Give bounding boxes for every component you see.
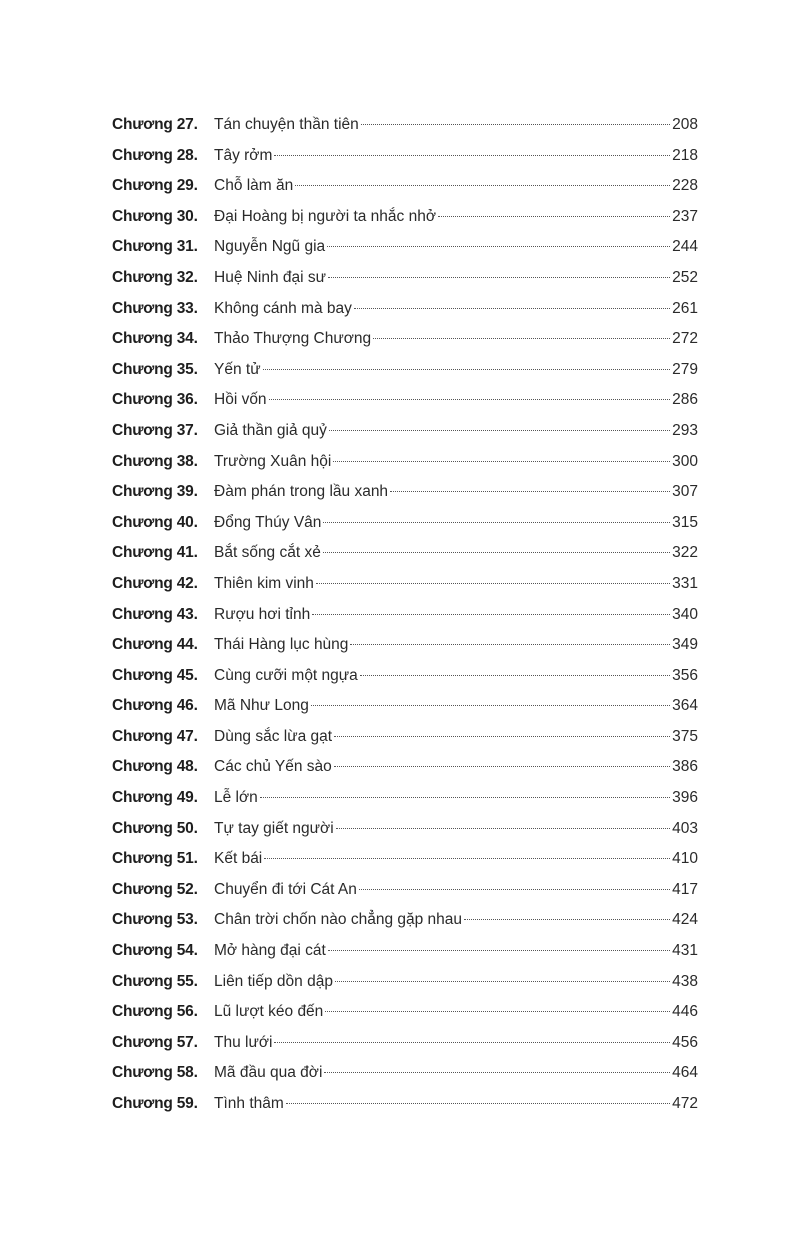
page-number: 438 [672, 972, 698, 990]
chapter-title: Nguyễn Ngũ gia [214, 238, 326, 256]
toc-entry [112, 1028, 698, 1059]
page-number: 431 [672, 942, 698, 960]
page-number: 375 [672, 727, 698, 745]
page-number: 396 [672, 789, 698, 807]
chapter-number: Chương 59. [112, 1095, 198, 1112]
chapter-title: Tán chuyện thần tiên [214, 116, 359, 133]
chapter-number: Chương 44. [112, 636, 198, 654]
dot-leader [464, 919, 670, 920]
toc-entry [112, 355, 698, 386]
page-number: 208 [672, 116, 698, 133]
dot-leader [263, 369, 671, 370]
dot-leader [334, 766, 670, 767]
chapter-number: Chương 53. [112, 911, 198, 929]
chapter-title: Tây rởm [214, 146, 273, 164]
page-number: 322 [672, 544, 698, 562]
dot-leader [328, 950, 670, 951]
toc-entry [112, 202, 698, 233]
chapter-title: Kết bái [214, 850, 263, 868]
chapter-title: Tự tay giết người [214, 819, 334, 837]
dot-leader [373, 338, 670, 339]
chapter-number: Chương 40. [112, 513, 198, 531]
toc-entry [112, 263, 698, 294]
chapter-title: Bắt sống cắt xẻ [214, 544, 321, 562]
toc-entry [112, 630, 698, 661]
dot-leader [333, 461, 670, 462]
chapter-title: Giả thần giả quỷ [214, 421, 327, 439]
page-number: 349 [672, 636, 698, 654]
dot-leader [335, 981, 670, 982]
page-number: 218 [672, 146, 698, 164]
chapter-number: Chương 47. [112, 727, 198, 745]
page-number: 286 [672, 391, 698, 409]
dot-leader [264, 858, 670, 859]
chapter-number: Chương 31. [112, 238, 198, 256]
dot-leader [438, 216, 670, 217]
toc-entry [112, 783, 698, 814]
dot-leader [325, 1011, 670, 1012]
toc-entry [112, 477, 698, 508]
chapter-title: Thu lưới [214, 1033, 273, 1051]
dot-leader [328, 277, 670, 278]
chapter-number: Chương 43. [112, 605, 198, 623]
page-number: 456 [672, 1033, 698, 1051]
toc-entry [112, 967, 698, 998]
chapter-number: Chương 58. [112, 1064, 198, 1082]
toc-entry [112, 416, 698, 447]
page-number: 237 [672, 207, 698, 225]
toc-entry [112, 447, 698, 478]
toc-entry [112, 508, 698, 539]
chapter-title: Đại Hoàng bị người ta nhắc nhở [214, 207, 437, 225]
chapter-title: Mở hàng đại cát [214, 942, 326, 960]
chapter-title: Tình thâm [214, 1095, 284, 1112]
page-number: 272 [672, 330, 698, 348]
table-of-contents [112, 110, 698, 1120]
page-number: 279 [672, 360, 698, 378]
page-number: 364 [672, 697, 698, 715]
chapter-title: Rượu hơi tỉnh [214, 605, 311, 623]
chapter-title: Yến tử [214, 360, 261, 378]
chapter-number: Chương 46. [112, 697, 198, 715]
chapter-number: Chương 41. [112, 544, 198, 562]
chapter-title: Trường Xuân hội [214, 452, 332, 470]
page-number: 293 [672, 421, 698, 439]
chapter-title: Chỗ làm ăn [214, 177, 294, 195]
chapter-title: Đàm phán trong lầu xanh [214, 483, 389, 501]
toc-entry [112, 1058, 698, 1089]
dot-leader [334, 736, 670, 737]
chapter-number: Chương 48. [112, 758, 198, 776]
chapter-title: Liên tiếp dồn dập [214, 972, 333, 990]
page-number: 228 [672, 177, 698, 195]
page-number: 403 [672, 819, 698, 837]
chapter-number: Chương 49. [112, 789, 198, 807]
dot-leader [323, 522, 670, 523]
dot-leader [286, 1103, 670, 1104]
chapter-number: Chương 36. [112, 391, 198, 409]
dot-leader [327, 246, 670, 247]
chapter-title: Hồi vốn [214, 391, 267, 409]
dot-leader [354, 308, 670, 309]
toc-entry [112, 110, 698, 141]
dot-leader [312, 614, 670, 615]
page-number: 446 [672, 1003, 698, 1021]
page-number: 315 [672, 513, 698, 531]
dot-leader [269, 399, 671, 400]
chapter-number: Chương 55. [112, 972, 198, 990]
dot-leader [311, 705, 670, 706]
chapter-number: Chương 33. [112, 299, 198, 317]
chapter-title: Thảo Thượng Chương [214, 330, 372, 348]
dot-leader [260, 797, 670, 798]
page-number: 307 [672, 483, 698, 501]
toc-entry [112, 936, 698, 967]
chapter-number: Chương 51. [112, 850, 198, 868]
dot-leader [274, 155, 670, 156]
dot-leader [324, 1072, 670, 1073]
page-number: 410 [672, 850, 698, 868]
chapter-title: Thiên kim vinh [214, 574, 314, 592]
chapter-number: Chương 35. [112, 360, 198, 378]
toc-entry [112, 691, 698, 722]
page-number: 356 [672, 666, 698, 684]
chapter-title: Thái Hàng lục hùng [214, 636, 349, 654]
page-number: 300 [672, 452, 698, 470]
dot-leader [316, 583, 670, 584]
chapter-title: Mã đầu qua đời [214, 1064, 323, 1082]
chapter-title: Chuyển đi tới Cát An [214, 880, 357, 898]
page-number: 331 [672, 574, 698, 592]
chapter-number: Chương 42. [112, 574, 198, 592]
chapter-title: Không cánh mà bay [214, 299, 352, 317]
dot-leader [361, 124, 670, 125]
chapter-title: Mã Như Long [214, 697, 309, 715]
page-number: 464 [672, 1064, 698, 1082]
page-number: 386 [672, 758, 698, 776]
toc-entry [112, 538, 698, 569]
chapter-title: Huệ Ninh đại sư [214, 268, 327, 286]
toc-entry [112, 844, 698, 875]
chapter-number: Chương 38. [112, 452, 198, 470]
page-number: 261 [672, 299, 698, 317]
chapter-title: Cùng cưỡi một ngựa [214, 666, 358, 684]
dot-leader [359, 889, 670, 890]
dot-leader [295, 185, 670, 186]
toc-entry [112, 324, 698, 355]
toc-entry [112, 814, 698, 845]
toc-entry [112, 232, 698, 263]
dot-leader [350, 644, 670, 645]
chapter-number: Chương 56. [112, 1003, 198, 1021]
toc-entry [112, 171, 698, 202]
toc-entry [112, 752, 698, 783]
dot-leader [360, 675, 670, 676]
toc-entry [112, 385, 698, 416]
chapter-number: Chương 52. [112, 880, 198, 898]
page-number: 244 [672, 238, 698, 256]
toc-entry [112, 141, 698, 172]
chapter-number: Chương 28. [112, 146, 198, 164]
chapter-title: Các chủ Yến sào [214, 758, 332, 776]
chapter-title: Lũ lượt kéo đến [214, 1003, 324, 1021]
chapter-title: Dùng sắc lừa gạt [214, 727, 333, 745]
toc-entry [112, 661, 698, 692]
dot-leader [329, 430, 670, 431]
toc-entry [112, 997, 698, 1028]
chapter-title: Chân trời chốn nào chẳng gặp nhau [214, 911, 463, 929]
chapter-number: Chương 57. [112, 1033, 198, 1051]
page-number: 252 [672, 268, 698, 286]
toc-entry [112, 905, 698, 936]
chapter-number: Chương 32. [112, 268, 198, 286]
page-number: 472 [672, 1095, 698, 1112]
chapter-number: Chương 37. [112, 421, 198, 439]
toc-entry [112, 1089, 698, 1120]
chapter-title: Đổng Thúy Vân [214, 513, 322, 531]
page-number: 417 [672, 880, 698, 898]
chapter-number: Chương 29. [112, 177, 198, 195]
chapter-title: Lễ lớn [214, 789, 258, 807]
dot-leader [274, 1042, 670, 1043]
dot-leader [323, 552, 670, 553]
chapter-number: Chương 39. [112, 483, 198, 501]
toc-entry [112, 722, 698, 753]
toc-entry [112, 875, 698, 906]
dot-leader [336, 828, 670, 829]
chapter-number: Chương 27. [112, 116, 198, 133]
chapter-number: Chương 45. [112, 666, 198, 684]
page-number: 424 [672, 911, 698, 929]
dot-leader [390, 491, 670, 492]
chapter-number: Chương 34. [112, 330, 198, 348]
chapter-number: Chương 30. [112, 207, 198, 225]
page-number: 340 [672, 605, 698, 623]
chapter-number: Chương 54. [112, 942, 198, 960]
chapter-number: Chương 50. [112, 819, 198, 837]
toc-entry [112, 294, 698, 325]
toc-entry [112, 569, 698, 600]
toc-entry [112, 600, 698, 631]
